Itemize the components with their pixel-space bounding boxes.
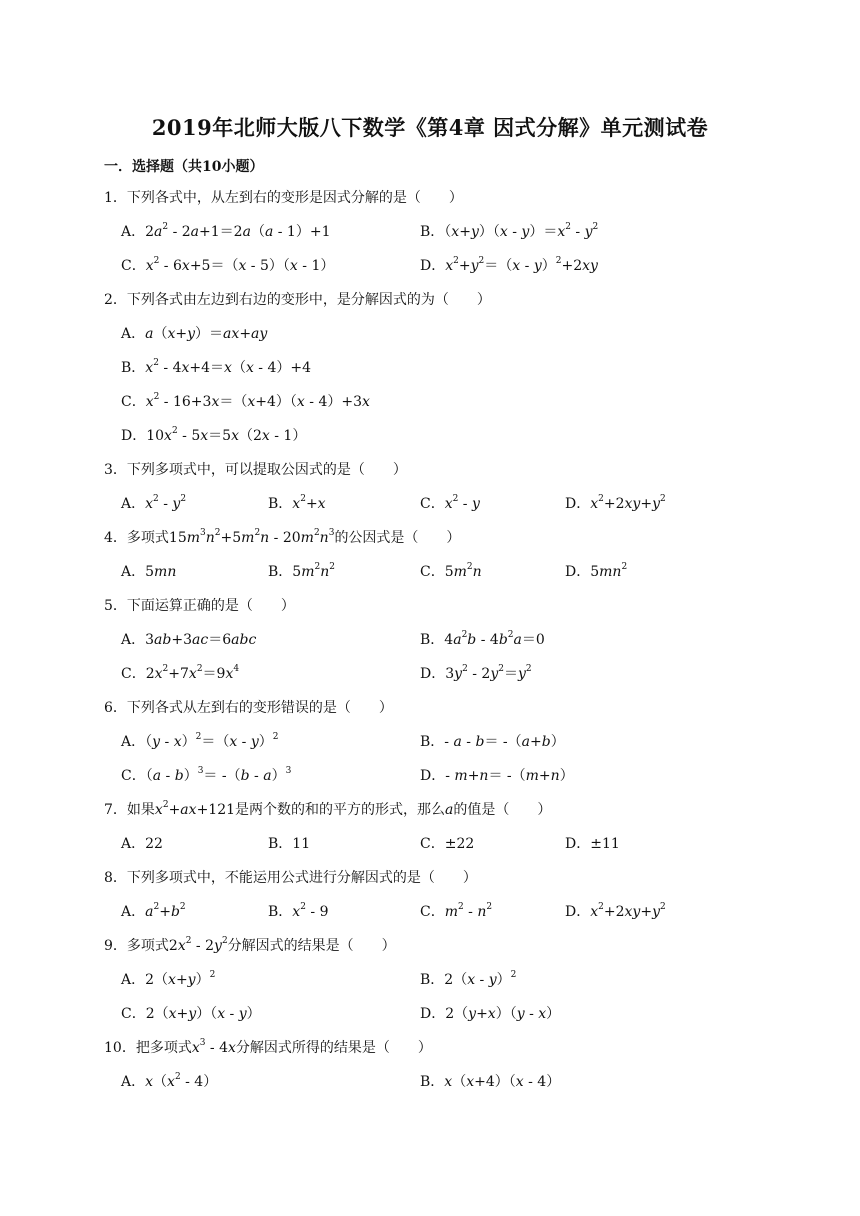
option-a: A．3ab+3ac＝6abc (121, 632, 257, 648)
question-stem: 5．下面运算正确的是（ ） (104, 598, 295, 614)
option-b: B．$x^2 - 4x+4=x(x - 4)+4$ (121, 358, 312, 376)
option-a: A．$x(x^2 - 4)$ (121, 1072, 218, 1090)
question-stem: 3．下列多项式中，可以提取公因式的是（ ） (104, 462, 407, 478)
option-c: C．$x^2 - 6x+5=(x - 5)(x - 1)$ (121, 256, 335, 274)
option-b: B．$(x+y)(x - y)=x^2 - y^2$ (420, 222, 599, 240)
option-a: A．$x^2 - y^2$ (121, 494, 187, 512)
option-b: B．2（x - y）$^2$ (420, 970, 517, 988)
question-stem: 6．下列各式从左到右的变形错误的是（ ） (104, 700, 393, 716)
option-a: A．$2(x+y)^2$ (121, 970, 216, 988)
option-d: D．$x^2+2xy+y^2$ (565, 494, 666, 512)
option-c: C．2（x+y）（x - y） (121, 1006, 261, 1022)
option-c: C．$x^2$ - y (420, 494, 480, 512)
option-b: B．$x^2+x$ (268, 494, 326, 512)
question-stem: 7．如果$x^2+ax+121$是两个数的和的平方的形式，那么a的值是（ ） (104, 800, 552, 818)
option-a: A．$2a^2 - 2a+1=2a(a - 1)+1$ (121, 222, 331, 240)
option-c: C．$m^2 - n^2$ (420, 902, 493, 920)
question-stem: 10．把多项式$x^3 - 4x$分解因式所得的结果是（ ） (104, 1038, 432, 1056)
page-title: 2019年北师大版八下数学《第4章 因式分解》单元测试卷 (151, 115, 709, 140)
option-b: B．$4a^2b - 4b^2a=0$ (420, 630, 545, 648)
option-c: C．$x^2 - 16+3x=(x+4)(x - 4)+3x$ (121, 392, 370, 410)
section-heading: 一．选择题（共10小题） (104, 159, 264, 175)
question-stem: 1．下列各式中，从左到右的变形是因式分解的是（ ） (104, 190, 463, 206)
option-b: B．x（x+4）（x - 4） (420, 1074, 561, 1090)
option-c: C．±22 (420, 836, 475, 852)
option-a: A．22 (121, 836, 163, 852)
option-b: B．11 (268, 836, 311, 852)
option-d: D．$5mn^2$ (565, 562, 628, 580)
option-a: A．5mn (121, 564, 177, 580)
option-b: B．- a - b＝ -（a+b） (420, 734, 565, 750)
question-stem: 9．多项式$2x^2 - 2y^2$分解因式的结果是（ ） (104, 936, 396, 954)
option-d: D．2（y+x）（y - x） (420, 1006, 561, 1022)
question-stem: 8．下列多项式中，不能运用公式进行分解因式的是（ ） (104, 870, 477, 886)
option-d: D．$10x^2 - 5x=5x(2x - 1)$ (121, 426, 307, 444)
option-b: B．$5m^2n^2$ (268, 562, 335, 580)
option-c: C．$2x^2+7x^2=9x^4$ (121, 664, 240, 682)
option-d: D．$3y^2 - 2y^2=y^2$ (420, 664, 532, 682)
option-a: A．（y - x）$^2$＝（x - y）$^2$ (121, 732, 279, 750)
question-stem: 4．多项式$15m^3n^2+5m^2n - 20m^2n^3$的公因式是（ ） (104, 528, 461, 546)
option-c: C．$5m^2n$ (420, 562, 482, 580)
option-d: D．- m+n＝ -（m+n） (420, 768, 574, 784)
question-stem: 2．下列各式由左边到右边的变形中，是分解因式的为（ ） (104, 292, 491, 308)
option-d: D．±11 (565, 836, 620, 852)
option-b: B．$x^2 - 9$ (268, 902, 329, 920)
option-d: D．$x^2+y^2=(x - y)^2+2xy$ (420, 256, 598, 274)
option-a: A．a（x+y）＝ax+ay (121, 326, 268, 342)
option-a: A．$a^2+b^2$ (121, 902, 186, 920)
option-d: D．$x^2+2xy+y^2$ (565, 902, 666, 920)
option-c: C．（a - b）$^3$＝ -（b - a）$^3$ (121, 766, 292, 784)
